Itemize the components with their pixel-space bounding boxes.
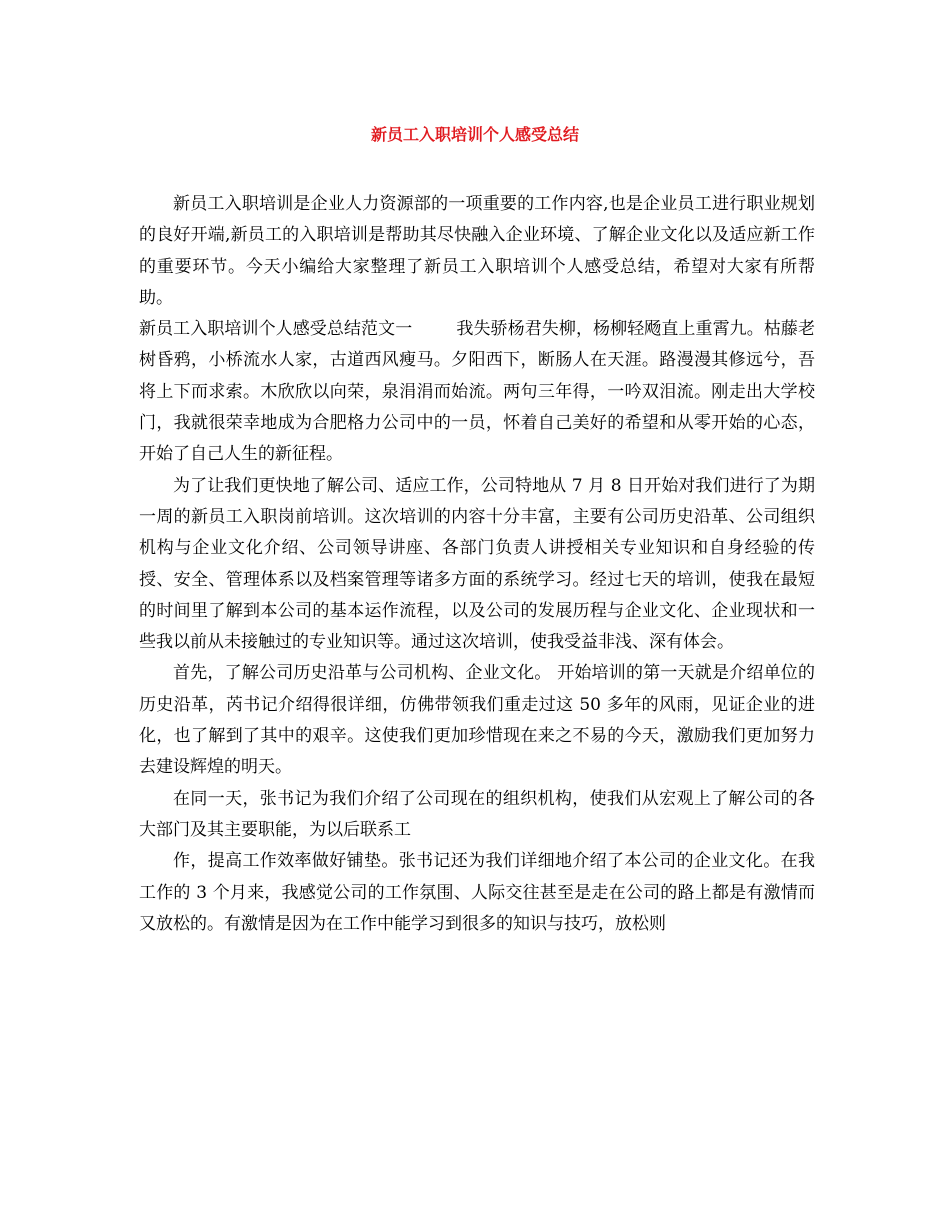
sample-one-text: 我失骄杨君失柳，杨柳轻飏直上重霄九。枯藤老树昏鸦，小桥流水人家，古道西风瘦马。夕阳西下，断肠人在天涯。路漫漫其修远兮，吾将上下而求索。木欣欣以向荣，泉涓涓而始流。两句三年得，一吟双泪流。刚走出大学校门，我就很荣幸地成为合肥格力公司中的一员，怀着自己美好的希望和从零开始的心态，开始了自己人生的新征程。 xyxy=(139,319,815,465)
sample-heading: 新员工入职培训个人感受总结范文一 xyxy=(139,319,413,340)
paragraph-training-overview: 为了让我们更快地了解公司、适应工作，公司特地从 7 月 8 日开始对我们进行了为期一周的新员工入职岗前培训。这次培训的内容十分丰富，主要有公司历史沿革、公司组织机构与企业文化介绍、公司领导讲座、各部门负责人讲授相关专业知识和自身经验的传授、安全、管理体系以及档案管理等诸多方面的系统学习。经过七天的培训，使我在最短的时间里了解到本公司的基本运作流程，以及公司的发展历程与企业文化、企业现状和一些我以前从未接触过的专业知识等。通过这次培训，使我受益非浅、深有体会。 xyxy=(139,475,815,653)
paragraph-culture: 作，提高工作效率做好铺垫。张书记还为我们详细地介绍了本公司的企业文化。在我工作的 3 个月来，我感觉公司的工作氛围、人际交往甚至是走在公司的路上都是有激情而又放松的。有激情是因为在工作中能学习到很多的知识与技巧，放松则 xyxy=(139,851,815,934)
paragraph-sample-one xyxy=(139,314,815,470)
document-body xyxy=(139,189,815,940)
document-title: 新员工入职培训个人感受总结 xyxy=(370,125,579,144)
paragraph-history: 首先，了解公司历史沿革与公司机构、企业文化。 开始培训的第一天就是介绍单位的历史沿革，芮书记介绍得很详细，仿佛带领我们重走过这 50 多年的风雨，见证企业的进化，也了解到了其中的艰辛。这使我们更加珍惜现在来之不易的今天，激励我们更加努力去建设辉煌的明天。 xyxy=(139,663,815,778)
paragraph-intro: 新员工入职培训是企业人力资源部的一项重要的工作内容,也是企业员工进行职业规划的良好开端,新员工的入职培训是帮助其尽快融入企业环境、了解企业文化以及适应新工作的重要环节。今天小编给大家整理了新员工入职培训个人感受总结，希望对大家有所帮助。 xyxy=(139,194,815,308)
paragraph-organization: 在同一天，张书记为我们介绍了公司现在的组织机构，使我们从宏观上了解公司的各大部门及其主要职能，为以后联系工 xyxy=(139,788,815,840)
